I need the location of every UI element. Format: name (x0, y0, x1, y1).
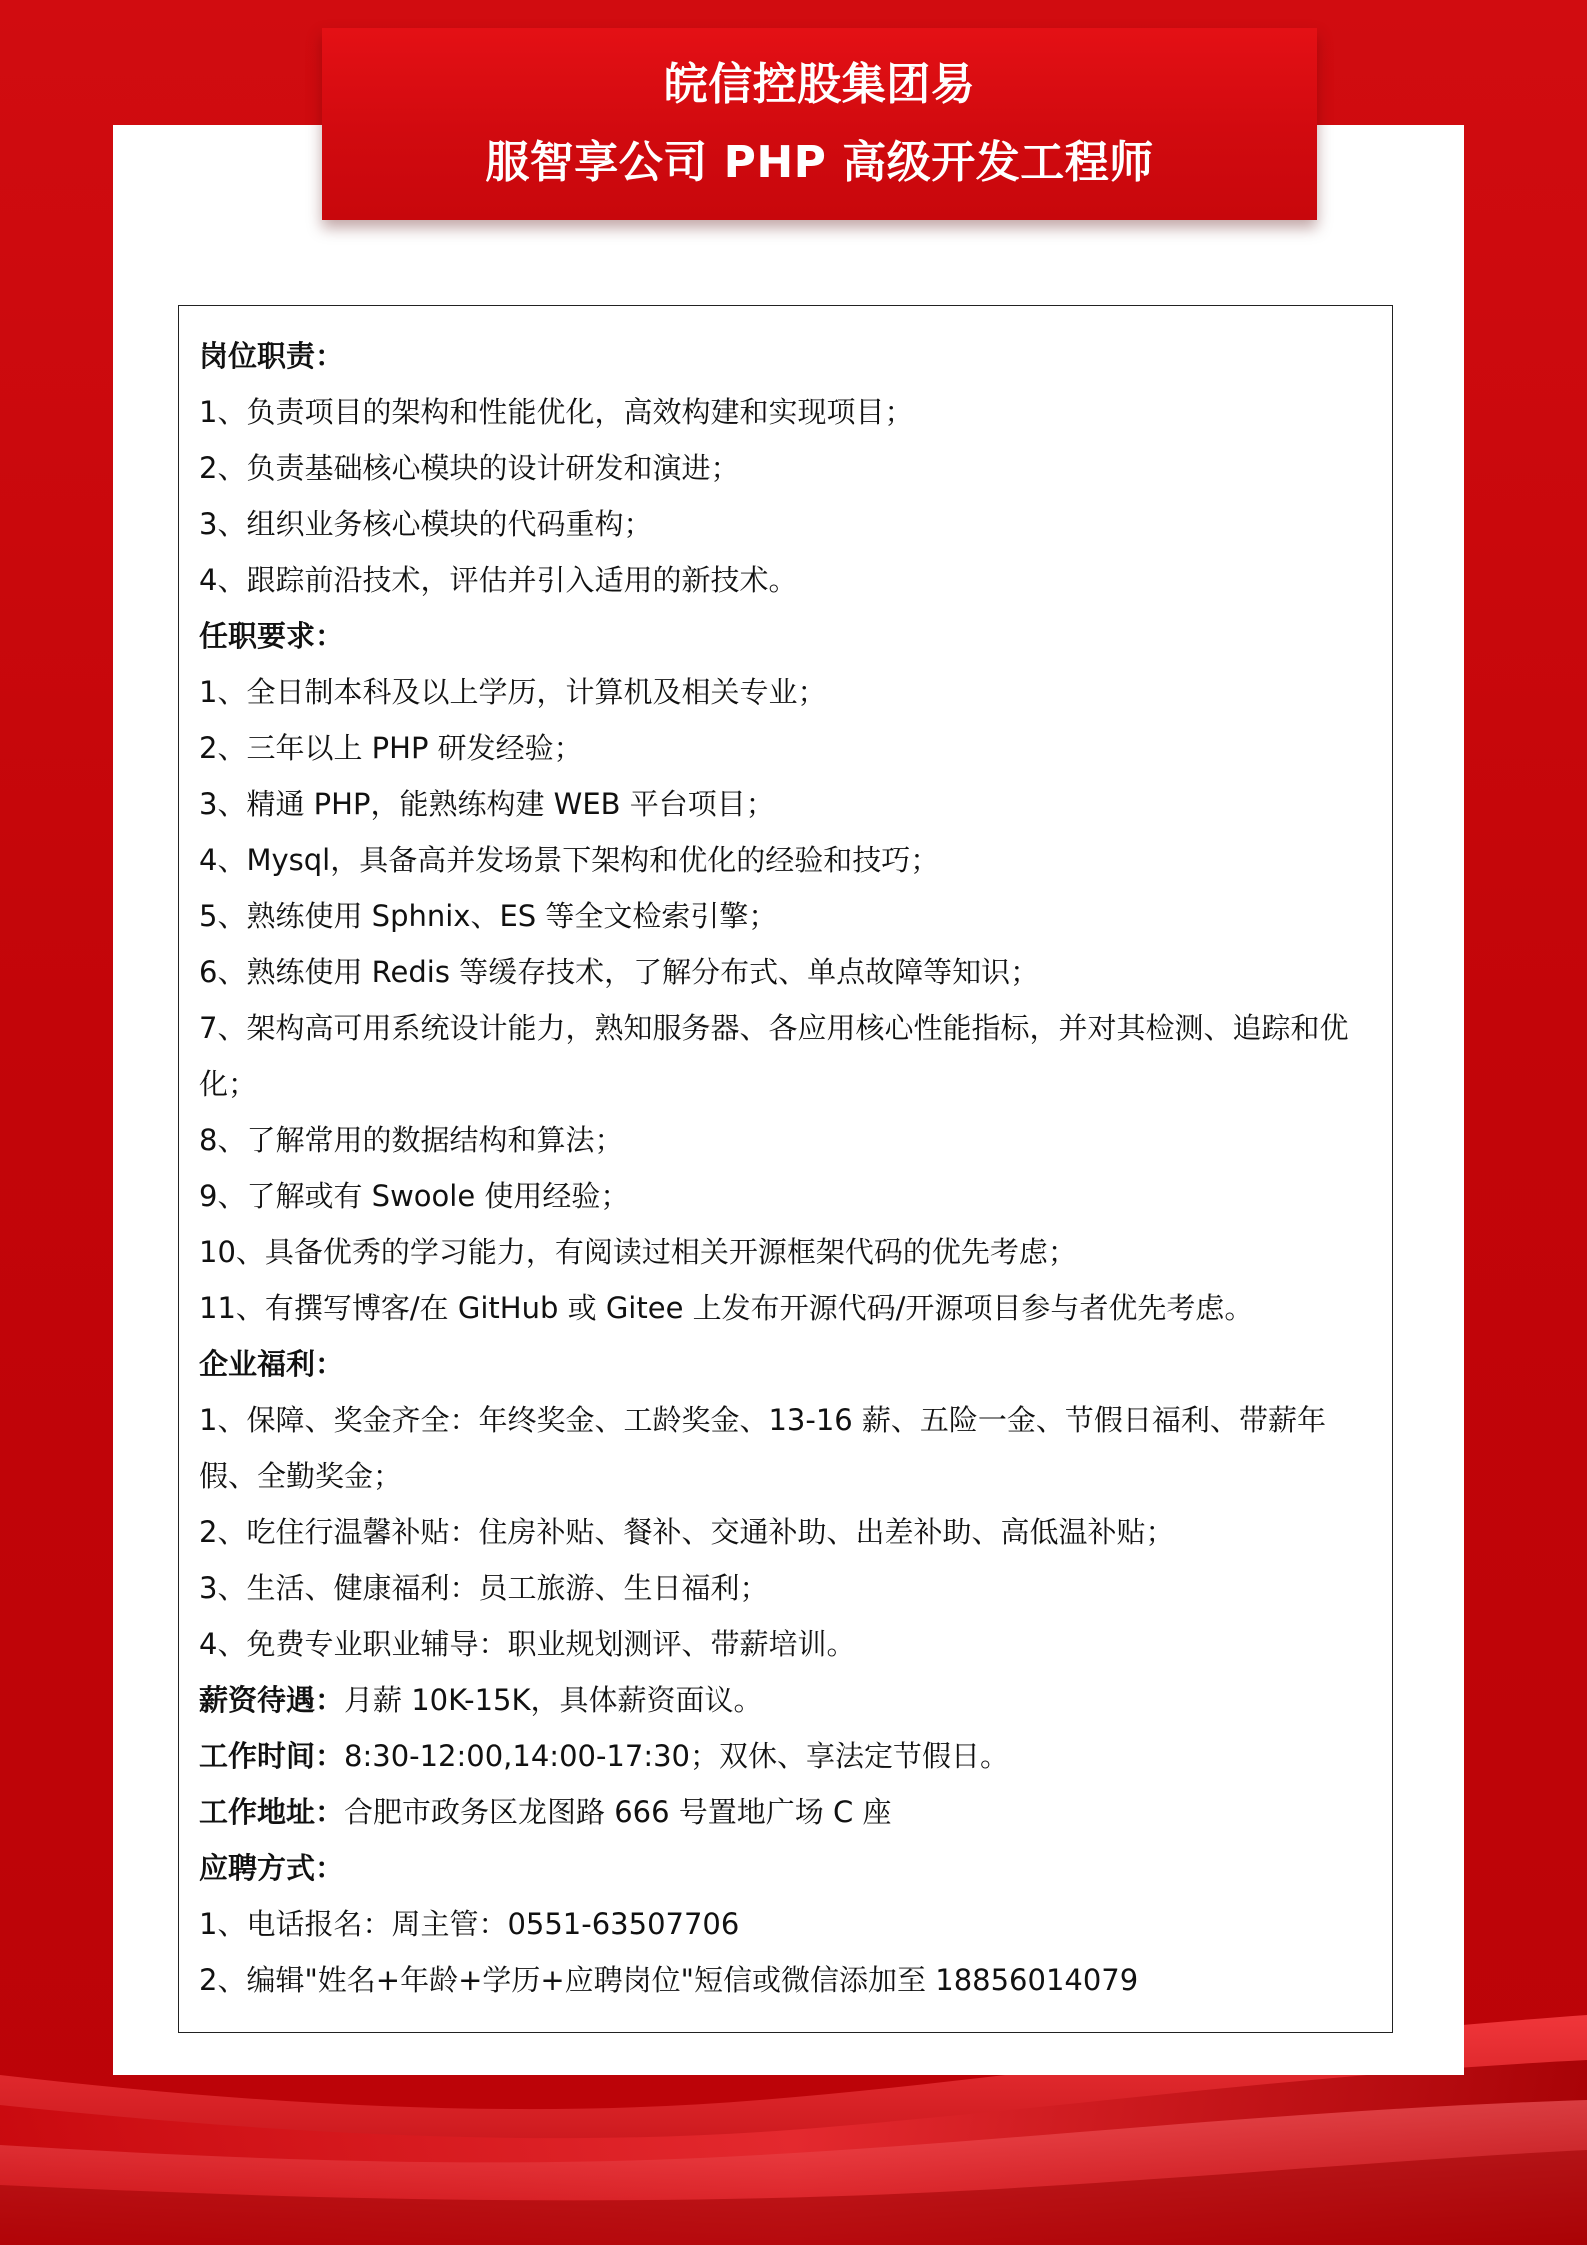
job-description-box (178, 305, 1393, 2033)
requirement-item-1: 1、全日制本科及以上学历，计算机及相关专业； (199, 675, 827, 709)
title-line-1: 皖信控股集团易 (663, 59, 976, 110)
address-value: 合肥市政务区龙图路 666 号置地广场 C 座 (344, 1795, 892, 1829)
salary-label: 薪资待遇： (199, 1683, 345, 1717)
benefit-item-3: 3、生活、健康福利：员工旅游、生日福利； (199, 1571, 769, 1605)
duty-item-4: 4、跟踪前沿技术，评估并引入适用的新技术。 (199, 563, 798, 597)
requirement-item-8: 8、了解常用的数据结构和算法； (199, 1123, 624, 1157)
duty-item-2: 2、负责基础核心模块的设计研发和演进； (199, 451, 740, 485)
requirements-heading: 任职要求： (199, 619, 345, 653)
duties-heading: 岗位职责： (199, 339, 345, 373)
requirement-item-5: 5、熟练使用 Sphnix、ES 等全文检索引擎； (199, 899, 778, 933)
apply-item-2: 2、编辑"姓名+年龄+学历+应聘岗位"短信或微信添加至 18856014079 (199, 1963, 1139, 1997)
hours-row (199, 1728, 1372, 1784)
salary-value: 月薪 10K-15K，具体薪资面议。 (344, 1683, 763, 1717)
apply-item-1: 1、电话报名：周主管：0551-63507706 (199, 1907, 740, 1941)
benefit-item-4: 4、免费专业职业辅导：职业规划测评、带薪培训。 (199, 1627, 856, 1661)
salary-row (199, 1672, 1372, 1728)
requirement-item-11: 11、有撰写博客/在 GitHub 或 Gitee 上发布开源代码/开源项目参与者优先考虑。 (199, 1291, 1254, 1325)
duty-item-1: 1、负责项目的架构和性能优化，高效构建和实现项目； (199, 395, 914, 429)
address-row (199, 1784, 1372, 1840)
requirement-item-6: 6、熟练使用 Redis 等缓存技术，了解分布式、单点故障等知识； (199, 955, 1040, 989)
apply-heading: 应聘方式： (199, 1851, 345, 1885)
benefit-item-1: 1、保障、奖金齐全：年终奖金、工龄奖金、13-16 薪、五险一金、节假日福利、带薪年假、全勤奖金； (199, 1403, 1326, 1493)
requirement-item-9: 9、了解或有 Swoole 使用经验； (199, 1179, 630, 1213)
title-line-2: 服智享公司 PHP 高级开发工程师 (485, 137, 1154, 188)
requirement-item-4: 4、Mysql，具备高并发场景下架构和优化的经验和技巧； (199, 843, 940, 877)
benefits-heading: 企业福利： (199, 1347, 345, 1381)
job-description-content (199, 328, 1372, 2008)
duty-item-3: 3、组织业务核心模块的代码重构； (199, 507, 653, 541)
benefit-item-2: 2、吃住行温馨补贴：住房补贴、餐补、交通补助、出差补助、高低温补贴； (199, 1515, 1175, 1549)
requirement-item-2: 2、三年以上 PHP 研发经验； (199, 731, 583, 765)
title-banner (322, 28, 1317, 220)
requirement-item-7: 7、架构高可用系统设计能力，熟知服务器、各应用核心性能指标，并对其检测、追踪和优化； (199, 1011, 1349, 1101)
requirement-item-3: 3、精通 PHP，能熟练构建 WEB 平台项目； (199, 787, 775, 821)
hours-value: 8:30-12:00,14:00-17:30；双休、享法定节假日。 (344, 1739, 1010, 1773)
hours-label: 工作时间： (199, 1739, 345, 1773)
address-label: 工作地址： (199, 1795, 345, 1829)
requirement-item-10: 10、具备优秀的学习能力，有阅读过相关开源框架代码的优先考虑； (199, 1235, 1077, 1269)
